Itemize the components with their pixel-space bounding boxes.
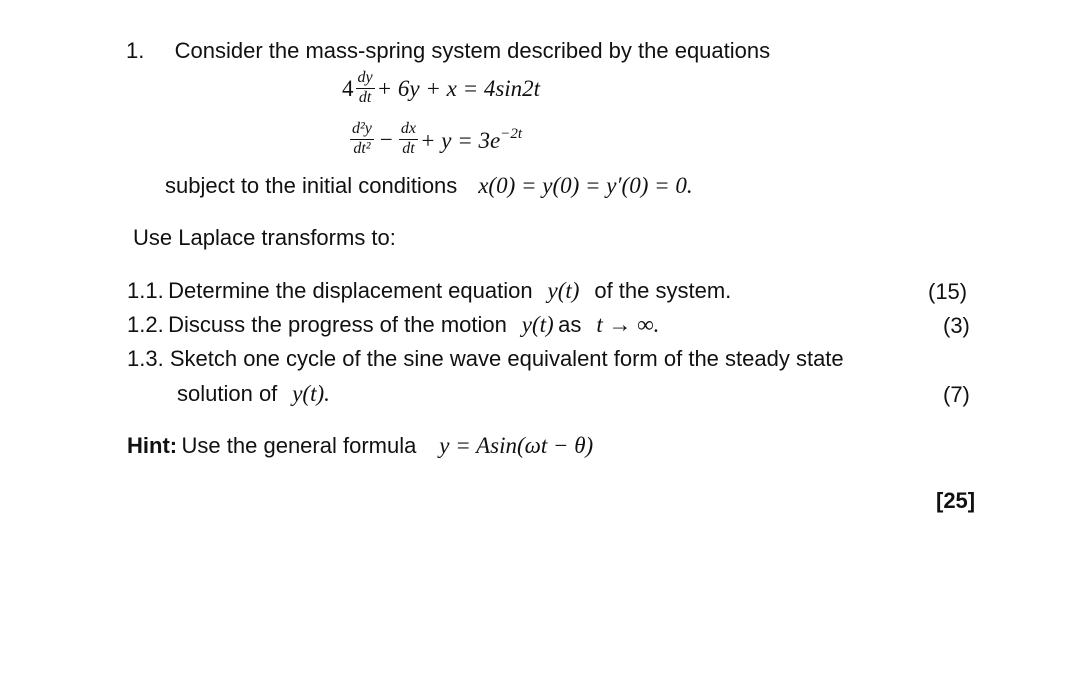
subquestion-number: 1.1. [127, 278, 164, 303]
subquestion-1-2-marks: (3) [943, 313, 970, 338]
instruction-text: Use Laplace transforms to: [133, 225, 396, 250]
equation-1-derivative-numerator: dy [356, 70, 375, 89]
question-number: 1. [126, 38, 145, 63]
initial-conditions-math: x(0) = y(0) = y′(0) = 0. [478, 173, 693, 198]
initial-conditions [165, 174, 693, 198]
subquestion-1-3-marks: (7) [943, 382, 970, 407]
hint-label: Hint: [127, 433, 178, 458]
equation-2-second-derivative-numerator: d²y [350, 121, 374, 140]
subquestion-text: Determine the displacement equation [168, 278, 533, 303]
subquestion-1-3 [127, 348, 844, 370]
equation-2 [348, 121, 522, 158]
subquestion-math: y(t) [521, 312, 554, 337]
subquestion-1-1-marks: (15) [928, 279, 968, 304]
equation-2-rest [420, 127, 522, 152]
subquestion-1-3-line-2 [177, 382, 330, 406]
question-heading [126, 40, 770, 62]
equation-2-derivative-denominator: dt [402, 139, 415, 157]
subquestion-text: Sketch one cycle of the sine wave equivalent form of the steady state [169, 346, 844, 371]
equation-1-rest: + 6y + x = 4sin2t [376, 75, 541, 101]
subquestion-number: 1.3. [127, 346, 164, 371]
subquestion-math: y(t). [292, 381, 330, 406]
equation-1-derivative-denominator: dt [358, 88, 372, 106]
subquestion-text-end: of the system. [594, 278, 732, 303]
equation-2-second-derivative [350, 121, 374, 158]
total-marks: [25] [936, 488, 976, 513]
subquestion-number: 1.2. [127, 312, 164, 337]
hint [127, 434, 593, 458]
equation-1-coefficient: 4 [342, 75, 354, 101]
equation-1-derivative [356, 70, 375, 107]
hint-text: Use the general formula [181, 433, 417, 458]
subquestion-1-1 [127, 279, 731, 303]
subquestion-math: y(t) [547, 278, 580, 303]
equation-2-rhs: + y = 3e [420, 127, 501, 153]
question-intro: Consider the mass-spring system described by the equations [174, 38, 771, 63]
equation-1 [342, 70, 540, 107]
subquestion-1-2 [127, 313, 659, 337]
equation-2-derivative-numerator: dx [399, 121, 418, 140]
subquestion-text-mid: as [558, 312, 582, 337]
initial-conditions-text: subject to the initial conditions [165, 173, 458, 198]
subquestion-math-limit: t → ∞. [596, 312, 660, 337]
equation-2-derivative [399, 121, 418, 158]
equation-2-second-derivative-denominator: dt² [353, 139, 371, 157]
subquestion-text: Discuss the progress of the motion [168, 312, 507, 337]
equation-2-minus: − [379, 126, 393, 152]
hint-formula: y = Asin(ωt − θ) [439, 433, 594, 458]
equation-2-exponent: −2t [500, 125, 523, 142]
subquestion-text-continued: solution of [177, 381, 278, 406]
